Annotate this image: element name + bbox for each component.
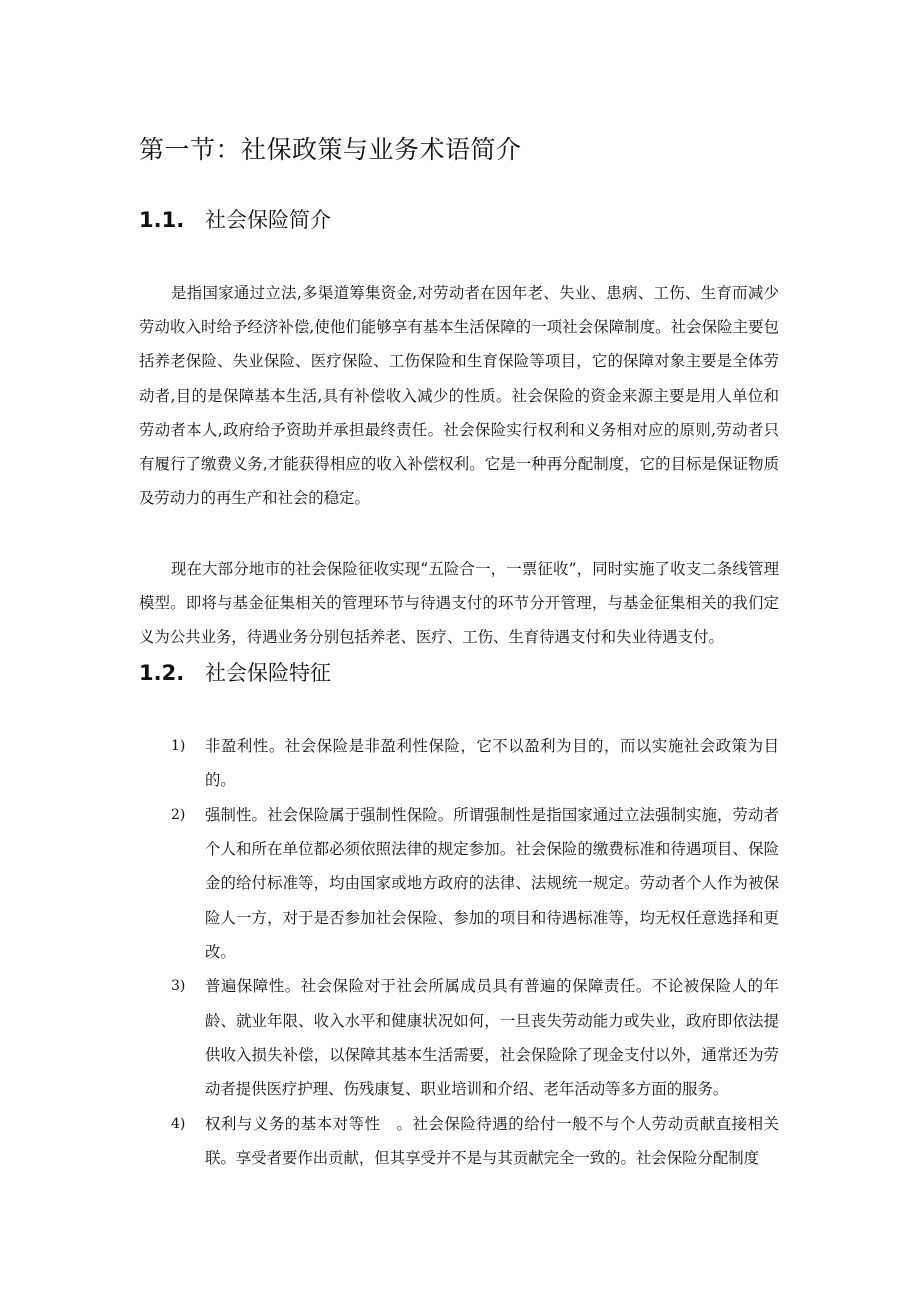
list-marker: 4) [171,1115,186,1132]
list-item-text: 权利与义务的基本对等性 。社会保险待遇的给付一般不与个人劳动贡献直接相关联。享受者要作出贡献，但其享受并不是与其贡献完全一致的。社会保险分配制度 [205,1114,779,1167]
list-item [139,798,779,969]
paragraph-definition: 是指国家通过立法,多渠道筹集资金,对劳动者在因年老、失业、患病、工伤、生育而减少劳动收入时给予经济补偿,使他们能够享有基本生活保障的一项社会保障制度。社会保险主要包括养老保险、失业保险、医疗保险、工伤保险和生育保险等项目，它的保障对象主要是全体劳动者,目的是保障基本生活,具有补偿收入减少的性质。社会保险的资金来源主要是用人单位和劳动者本人,政府给予资助并承担最终责任。社会保险实行权利和义务相对应的原则,劳动者只有履行了缴费义务,才能获得相应的收入补偿权利。它是一种再分配制度，它的目标是保证物质及劳动力的再生产和社会的稳定。 [139,284,779,508]
list-item [139,969,779,1106]
list-marker: 1) [171,738,186,754]
section-number: 1.1. [139,208,185,232]
list-marker: 2) [171,806,186,823]
list-item [139,729,779,797]
chapter-title: 第一节：社保政策与业务术语简介 [139,135,522,164]
section-heading-1-2 [139,655,331,691]
features-list [139,729,779,1176]
section-title: 社会保险特征 [205,661,331,685]
list-item [139,1107,779,1175]
paragraph-collection: 现在大部分地市的社会保险征收实现“五险合一，一票征收”，同时实施了收支二条线管理模型。即将与基金征集相关的管理环节与待遇支付的环节分开管理，与基金征集相关的我们定义为公共业务，待遇业务分别包括养老、医疗、工伤、生育待遇支付和失业待遇支付。 [139,560,779,647]
section-number: 1.2. [139,661,185,685]
list-marker: 3) [171,978,186,995]
section-title: 社会保险简介 [205,208,331,232]
list-item-text: 非盈利性。社会保险是非盈利性保险，它不以盈利为目的，而以实施社会政策为目的。 [205,737,779,790]
list-item-text: 强制性。社会保险属于强制性保险。所谓强制性是指国家通过立法强制实施，劳动者个人和所在单位都必须依照法律的规定参加。社会保险的缴费标准和待遇项目、保险金的给付标准等，均由国家或地方政府的法律、法规统一规定。劳动者个人作为被保险人一方，对于是否参加社会保险、参加的项目和待遇标准等，均无权任意选择和更改。 [205,805,779,961]
section-heading-1-1 [139,202,331,238]
list-item-text: 普遍保障性。社会保险对于社会所属成员具有普遍的保障责任。不论被保险人的年龄、就业年限、收入水平和健康状况如何，一旦丧失劳动能力或失业，政府即依法提供收入损失补偿，以保障其基本生活需要，社会保险除了现金支付以外，通常还为劳动者提供医疗护理、伤残康复、职业培训和介绍、老年活动等多方面的服务。 [205,977,779,1099]
